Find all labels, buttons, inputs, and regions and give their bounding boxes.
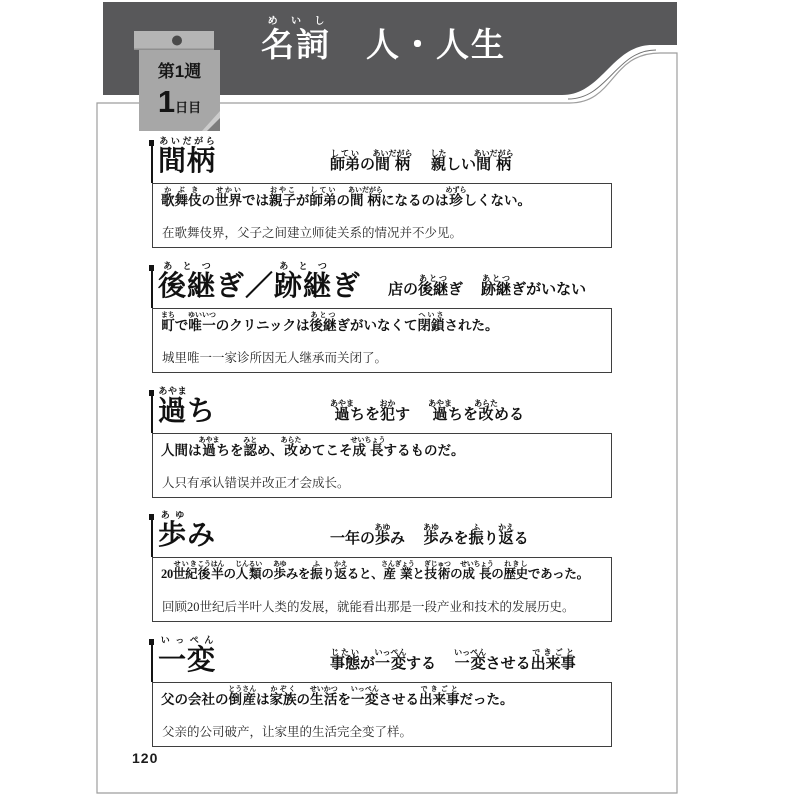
example-phrases — [330, 523, 529, 548]
day-number: 1 — [157, 84, 176, 119]
example-phrases — [388, 274, 586, 299]
sentence-chinese: 在歌舞伎界，父子之间建立师徒关系的情况并不少见。 — [162, 226, 463, 240]
sentence-japanese: 父の会社の倒産とうさんは家族かぞくの生活せいかつを一変いっぺんさせる出来事できごとだった。 — [161, 685, 514, 707]
example-phrase: 一年の歩あゆみ — [330, 523, 406, 547]
day-suffix: 日目 — [175, 100, 202, 115]
headword: 過あやまち — [158, 386, 217, 427]
example-phrase: 跡継あとつぎがいない — [481, 274, 587, 298]
week-label: 第1週 — [157, 62, 202, 81]
headword: 後継あとつぎ／跡継あとつぎ — [158, 261, 362, 302]
example-box — [152, 308, 612, 373]
page-number: 120 — [132, 750, 159, 766]
example-phrases — [330, 149, 514, 174]
sentence-chinese: 人只有承认错误并改正才会成长。 — [162, 476, 350, 490]
calendar-ring-dot-icon — [172, 36, 182, 46]
day-label — [139, 84, 220, 120]
entry-connector-line — [151, 140, 153, 183]
sentence-japanese: 20世紀せいき後半こうはんの人類じんるいの歩あゆみを振ふり返かえると、産業さんぎょうと技術ぎじゅつの成長せいちょうの歴史れきしであった。 — [161, 560, 589, 581]
page-title: 名詞めいし 人・人生 — [261, 16, 506, 63]
sentence-chinese: 城里唯一一家诊所因无人继承而关闭了。 — [162, 351, 388, 365]
example-phrase: 過あやまちを改あらためる — [428, 399, 525, 423]
vocab-entry — [152, 386, 614, 498]
example-phrase: 歩あゆみを振ふり返かえる — [423, 523, 529, 547]
example-phrase: 店の後継あとつぎ — [388, 274, 464, 298]
entry-connector-line — [151, 390, 153, 433]
example-phrase: 師弟していの間柄あいだがら — [330, 149, 413, 173]
sentence-japanese: 町まちで唯一ゆいいつのクリニックは後継あとつぎがいなくて閉鎖へいさされた。 — [161, 311, 499, 333]
example-phrases — [330, 399, 524, 424]
example-phrase: 過あやまちを犯おかす — [330, 399, 411, 423]
vocab-entry — [152, 136, 614, 248]
sentence-chinese: 回顾20世纪后半叶人类的发展，就能看出那是一段产业和技术的发展历史。 — [162, 600, 575, 614]
entry-connector-line — [151, 265, 153, 308]
example-box — [152, 557, 612, 622]
example-box — [152, 183, 612, 248]
example-phrases — [330, 648, 576, 673]
entry-connector-line — [151, 514, 153, 557]
calendar-strip-edge — [134, 49, 214, 51]
example-phrase: 一変いっぺんさせる出来事できごと — [454, 648, 576, 672]
sentence-chinese: 父亲的公司破产，让家里的生活完全变了样。 — [162, 725, 413, 739]
sentence-japanese: 人間は過あやまちを認みとめ、改あらためてこそ成長せいちょうするものだ。 — [161, 436, 465, 458]
example-box — [152, 433, 612, 498]
sentence-japanese: 歌舞伎かぶきの世界せかいでは親子おやこが師弟していの間柄あいだがらになるのは珍めずらしくない。 — [161, 186, 531, 208]
headword: 一変いっぺん — [158, 635, 217, 676]
example-box — [152, 682, 612, 747]
entry-connector-line — [151, 639, 153, 682]
example-phrase: 親したしい間柄あいだがら — [430, 149, 514, 173]
vocab-entry — [152, 635, 614, 747]
vocab-entry — [152, 510, 614, 622]
headword: 間柄あいだがら — [158, 136, 217, 177]
example-phrase: 事態じたいが一変いっぺんする — [330, 648, 437, 672]
vocab-entry — [152, 261, 614, 373]
headword: 歩あゆみ — [158, 510, 217, 551]
